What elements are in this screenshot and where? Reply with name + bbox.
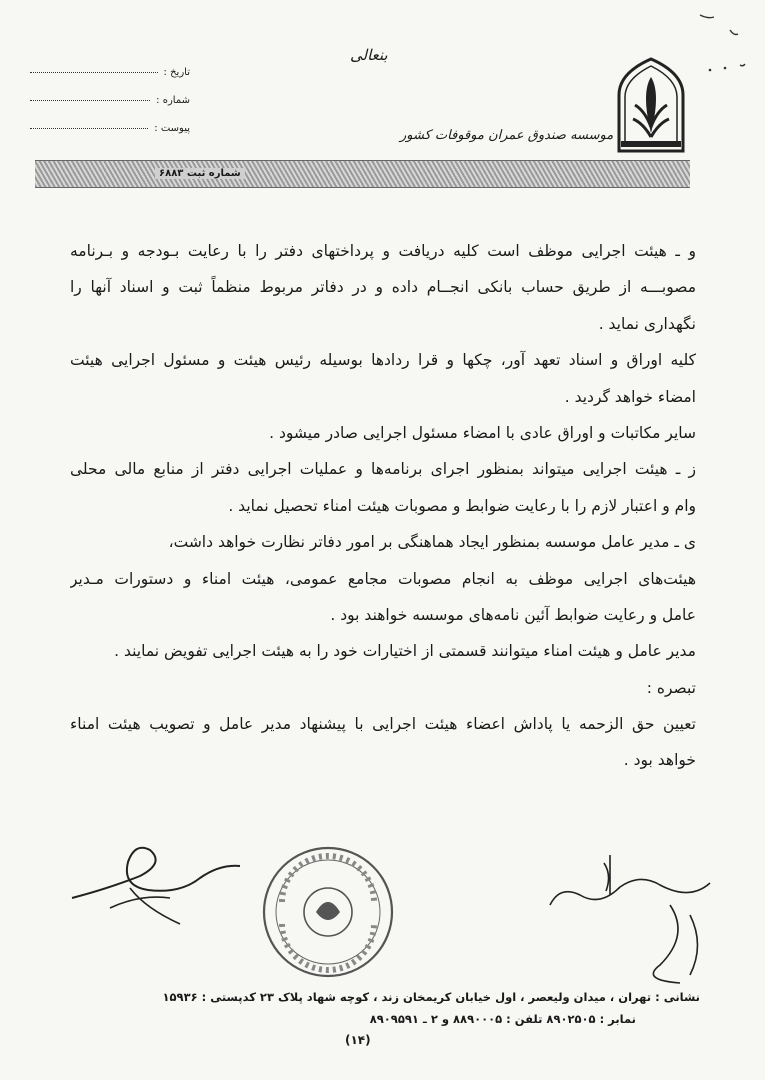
- body-line: مصوبـــه از طریق حساب بانکی انجــام داده و در دفاتر مربوط منظماً ثبت و اسناد آنها را: [70, 278, 696, 297]
- signature-left-icon: [70, 838, 260, 928]
- handwritten-mark-icon: [690, 10, 750, 80]
- body-line: عامل و رعایت ضوابط آئین نامه‌های موسسه خواهند بود .: [330, 605, 696, 624]
- date-label: تاریخ :: [163, 66, 190, 78]
- body-line: مدیر عامل و هیئت امناء میتوانند قسمتی از اختیارات خود را به هیئت اجرایی تفویض نمایند .: [114, 642, 696, 661]
- attachment-line: [30, 128, 148, 129]
- signature-right-icon: [540, 845, 720, 985]
- letter-footer: [60, 986, 700, 1030]
- body-line: ی ـ مدیر عامل موسسه بمنظور ایجاد هماهنگی بر امور دفاتر نظارت خواهد داشت،: [168, 533, 696, 552]
- number-line: [30, 100, 150, 101]
- footer-address: نشانی : تهران ، میدان ولیعصر ، اول خیابان کریمخان زند ، کوچه شهاد پلاک ۲۳ کدپستی : ۱۵۹۳۶: [162, 990, 700, 1004]
- body-line: خواهد بود .: [623, 751, 696, 770]
- attachment-field: [30, 114, 190, 142]
- date-field: [30, 58, 190, 86]
- letter-meta-fields: [30, 58, 190, 142]
- document-body: [70, 233, 696, 779]
- body-line: و ـ هیئت اجرایی موظف است کلیه دریافت و پرداختهای دفتر را با رعایت بـودجه و بـرنامه: [70, 242, 696, 260]
- organization-logo-icon: [615, 55, 687, 155]
- date-line: [30, 72, 158, 73]
- body-line: ز ـ هیئت اجرایی میتواند بمنظور اجرای برنامه‌ها و عملیات اجرایی دفتر از منابع مالی محلی: [70, 460, 696, 479]
- body-line: نگهداری نماید .: [598, 314, 696, 333]
- body-line: سایر مکاتبات و اوراق عادی با امضاء مسئول اجرایی صادر میشود .: [269, 423, 696, 442]
- body-line: امضاء خواهد گردید .: [564, 387, 696, 406]
- header-band: [35, 160, 690, 188]
- attachment-label: پیوست :: [154, 122, 190, 134]
- body-line: وام و اعتبار لازم را با رعایت ضوابط و مصوبات هیئت امناء تحصیل نماید .: [228, 496, 696, 515]
- registration-number: شماره ثبت ۶۸۸۳: [155, 168, 245, 179]
- body-line: تعیین حق الزحمه یا پاداش اعضاء هیئت اجرایی با پیشنهاد مدیر عامل و تصویب هیئت امناء: [70, 715, 696, 734]
- footer-phones: نمابر : ۸۹۰۲۵۰۵ تلفن : ۸۸۹۰۰۰۵ و ۲ ـ ۸۹۰۹۵۹۱: [369, 1012, 636, 1026]
- page-number: (۱۴): [345, 1033, 371, 1047]
- body-line: هیئت‌های اجرایی موظف به انجام مصوبات مجامع عمومی، هیئت امناء و دستورات مـدیر: [70, 569, 696, 588]
- organization-name: موسسه صندوق عمران موقوفات کشور: [400, 128, 614, 143]
- body-line: کلیه اوراق و اسناد تعهد آور، چکها و قرا ردادها بوسیله رئیس هیئت و مسئول اجرایی هیئت: [70, 351, 696, 370]
- basmala-heading: بنعالی: [350, 46, 388, 64]
- note-heading: تبصره :: [646, 678, 696, 697]
- official-seal-icon: [258, 842, 398, 982]
- number-label: شماره :: [156, 94, 190, 106]
- number-field: [30, 86, 190, 114]
